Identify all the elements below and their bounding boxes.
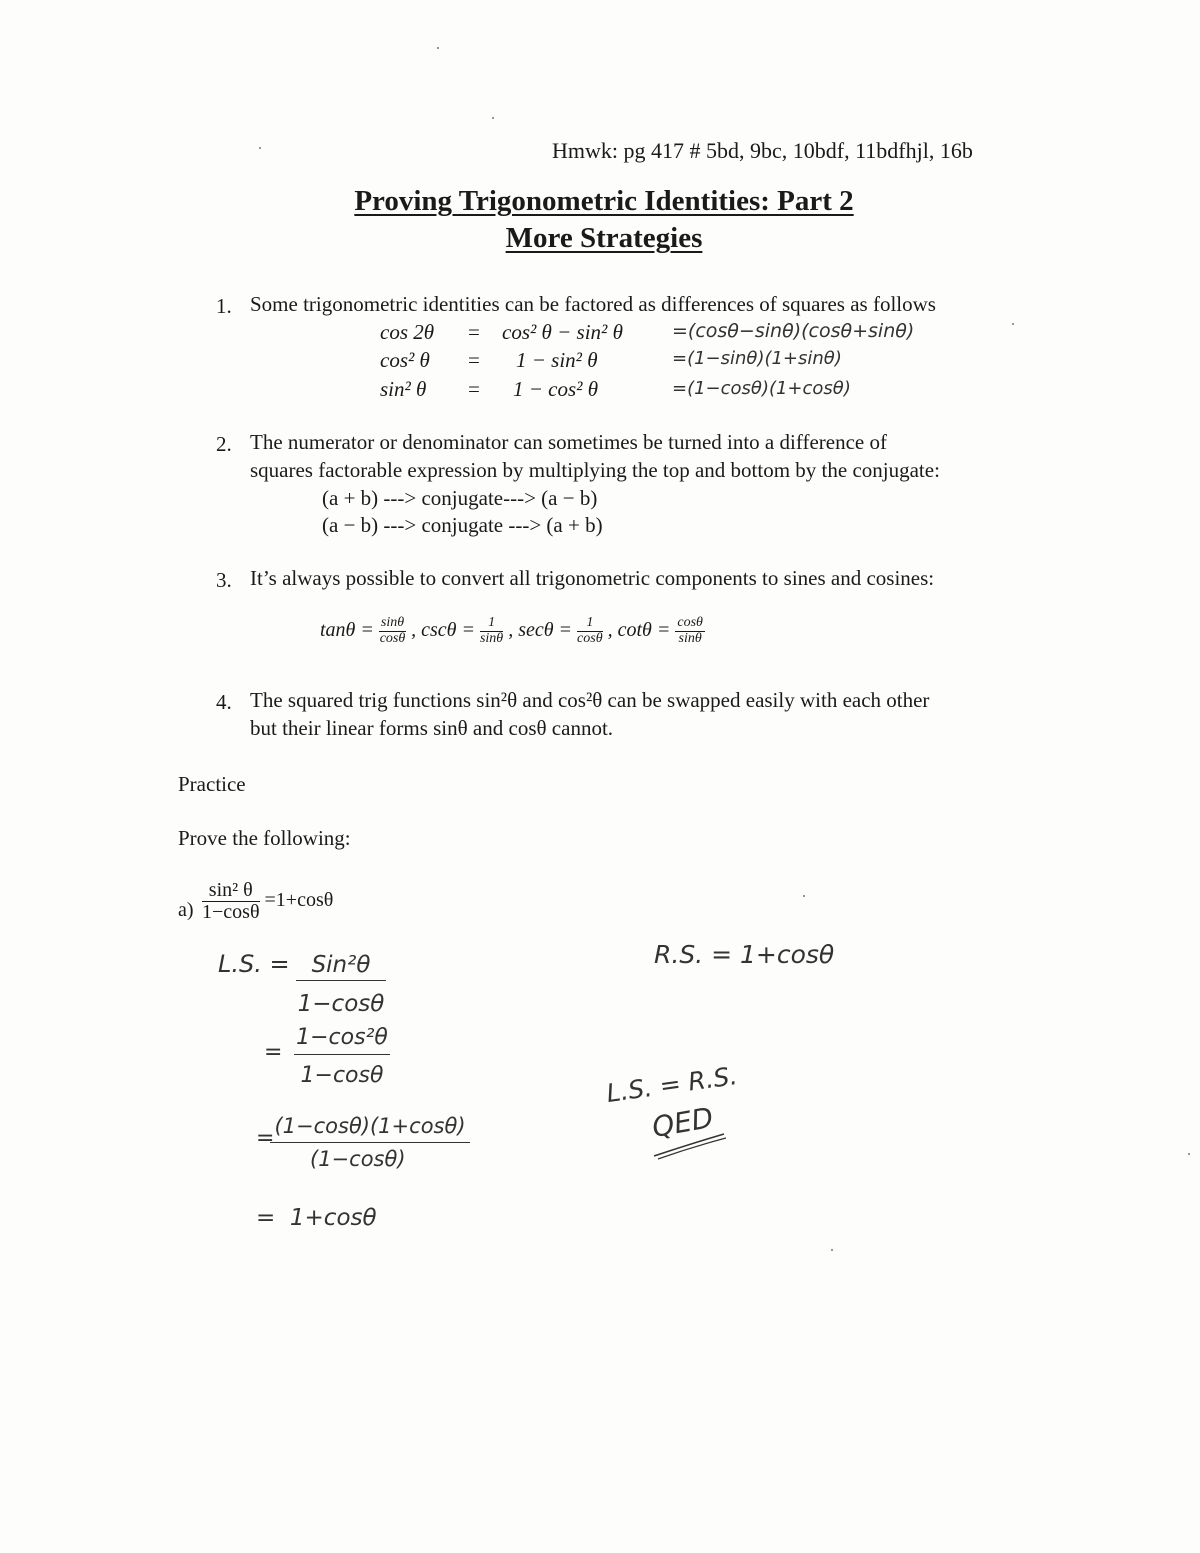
- problem-a-statement: [202, 880, 333, 923]
- handwritten-factor: =(cosθ−sinθ)(cosθ+sinθ): [672, 320, 915, 342]
- item-number: 4.: [216, 690, 232, 714]
- identity-lhs: cos 2θ: [380, 320, 435, 344]
- hw-equals: =: [256, 1126, 275, 1151]
- page-subtitle: More Strategies: [505, 222, 703, 254]
- identity-rhs: 1 − sin² θ: [516, 348, 598, 372]
- hw-numerator: Sin²θ: [296, 952, 386, 981]
- fraction-numerator: sin² θ: [202, 880, 260, 902]
- item2-line1: The numerator or denominator can sometimes be turned into a difference of: [250, 430, 887, 454]
- problem-rhs: =1+cosθ: [264, 889, 334, 912]
- hw-denominator: 1−cosθ: [297, 991, 385, 1017]
- handwritten-fraction: [296, 952, 386, 1017]
- identity-lhs: cos² θ: [380, 348, 430, 372]
- item4-line2: but their linear forms sinθ and cosθ cannot.: [250, 716, 614, 740]
- scan-speck: [437, 47, 439, 49]
- fraction-numerator: 1: [577, 616, 603, 632]
- ls-equals-rs: L.S. = R.S.: [604, 1060, 740, 1109]
- conjugate-rule: (a + b) ---> conjugate---> (a − b): [322, 486, 598, 510]
- fraction-denominator: 1−cosθ: [202, 901, 260, 923]
- fraction-denominator: cosθ: [379, 630, 406, 646]
- problem-fraction: [202, 880, 260, 923]
- tan-fraction: [379, 616, 406, 646]
- fraction-denominator: sinθ: [479, 630, 504, 646]
- identity-eq: =: [468, 348, 480, 372]
- item-number: 1.: [216, 294, 232, 318]
- problem-label: a): [178, 899, 194, 921]
- scan-speck: [492, 117, 494, 119]
- item-number: 2.: [216, 432, 232, 456]
- item4-line1: The squared trig functions sin²θ and cos²θ can be swapped easily with each other: [250, 688, 930, 712]
- hw-numerator: (1−cosθ)(1+cosθ): [270, 1114, 470, 1143]
- identity-rhs: cos² θ − sin² θ: [502, 320, 623, 344]
- ls-label: L.S. =: [218, 950, 290, 978]
- practice-instruction: Prove the following:: [178, 826, 351, 850]
- hw-denominator: 1−cosθ: [300, 1063, 384, 1088]
- fraction-numerator: sinθ: [380, 615, 405, 630]
- hw-denominator: (1−cosθ): [310, 1147, 406, 1171]
- csc-label: , cscθ =: [411, 618, 475, 641]
- scan-speck: [831, 1249, 833, 1251]
- conjugate-rule: (a − b) ---> conjugate ---> (a + b): [322, 513, 603, 537]
- tan-label: tanθ =: [320, 618, 374, 641]
- homework-note: Hmwk: pg 417 # 5bd, 9bc, 10bdf, 11bdfhjl, 16b: [552, 138, 973, 163]
- identity-lhs: sin² θ: [380, 377, 427, 401]
- scan-speck: [803, 895, 805, 897]
- cot-fraction: [675, 616, 705, 646]
- practice-heading: Practice: [178, 772, 246, 796]
- handwritten-factor: =(1−cosθ)(1+cosθ): [672, 378, 851, 399]
- hw-equals: =: [264, 1040, 283, 1065]
- fraction-numerator: cosθ: [677, 615, 703, 630]
- fraction-denominator: sinθ: [678, 630, 702, 646]
- cot-label: , cotθ =: [607, 618, 671, 641]
- csc-fraction: [480, 616, 503, 646]
- handwritten-factor: =(1−sinθ)(1+sinθ): [672, 348, 842, 369]
- reciprocal-identities: [320, 616, 705, 646]
- hw-final-step: = 1+cosθ: [256, 1205, 377, 1231]
- sec-label: , secθ =: [508, 618, 573, 641]
- hw-numerator: 1−cos²θ: [294, 1025, 390, 1055]
- scan-speck: [1012, 323, 1014, 325]
- item1-text: Some trigonometric identities can be factored as differences of squares as follows: [250, 292, 936, 316]
- page-title: Proving Trigonometric Identities: Part 2: [354, 185, 854, 217]
- handwritten-fraction: [270, 1114, 470, 1171]
- qed-underline: [650, 1130, 730, 1160]
- qed-mark: QED: [649, 1100, 716, 1145]
- identity-eq: =: [468, 320, 480, 344]
- item3-text: It’s always possible to convert all trigonometric components to sines and cosines:: [250, 566, 935, 590]
- scan-speck: [259, 147, 261, 149]
- identity-rhs: 1 − cos² θ: [513, 377, 599, 401]
- fraction-numerator: 1: [480, 616, 503, 632]
- sec-fraction: [577, 616, 603, 646]
- handwritten-fraction: [294, 1025, 390, 1088]
- scan-speck: [1188, 1153, 1190, 1155]
- item-number: 3.: [216, 568, 232, 592]
- rs-statement: R.S. = 1+cosθ: [654, 940, 835, 969]
- identity-eq: =: [468, 377, 480, 401]
- fraction-denominator: cosθ: [577, 630, 603, 646]
- item2-line2: squares factorable expression by multiplying the top and bottom by the conjugate:: [250, 458, 940, 482]
